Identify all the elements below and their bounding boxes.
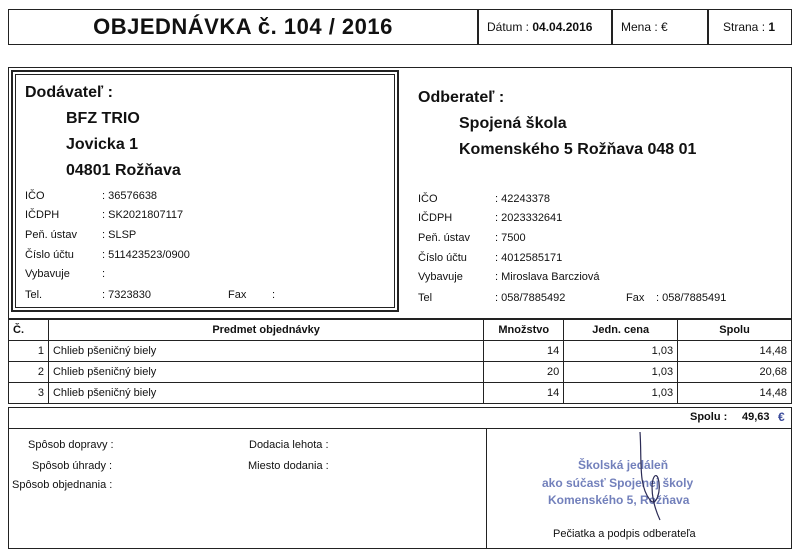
sum-value: 49,63 — [742, 411, 770, 423]
delivery-place-label: Miesto dodania : — [248, 460, 329, 472]
row-unit-price: 1,03 — [564, 341, 678, 362]
table-row — [9, 383, 792, 404]
customer-icdph-value: : 2023332641 — [495, 212, 563, 224]
supplier-account-label: Číslo účtu — [25, 249, 74, 261]
supplier-street: Jovicka 1 — [66, 136, 139, 153]
transport-label: Spôsob dopravy : — [28, 439, 114, 451]
supplier-ico-value: : 36576638 — [102, 190, 158, 202]
table-row — [9, 362, 792, 383]
row-unit-price: 1,03 — [564, 362, 678, 383]
customer-ico-value: : 42243378 — [495, 193, 551, 205]
footer-divider — [486, 429, 487, 549]
supplier-fax-label: Fax — [228, 289, 247, 301]
page-label: Strana : — [723, 20, 766, 34]
col-header-total: Spolu — [678, 320, 792, 341]
col-header-no: Č. — [9, 320, 49, 341]
row-qty: 14 — [484, 341, 564, 362]
sum-row — [8, 407, 792, 429]
customer-handler-value: : Miroslava Barcziová — [495, 271, 600, 283]
supplier-account-value: : 511423523/0900 — [102, 249, 190, 261]
customer-address: Komenského 5 Rožňava 048 01 — [459, 141, 697, 158]
signature-label: Pečiatka a podpis odberateľa — [553, 528, 696, 540]
customer-fax-value: : 058/7885491 — [656, 292, 727, 304]
customer-account-label: Číslo účtu — [418, 252, 467, 264]
currency-value: € — [661, 20, 668, 34]
row-unit-price: 1,03 — [564, 383, 678, 404]
row-qty: 14 — [484, 383, 564, 404]
customer-bank-value: : 7500 — [495, 232, 526, 244]
supplier-handler-value: : — [102, 268, 106, 280]
items-table — [8, 319, 792, 404]
payment-label: Spôsob úhrady : — [32, 460, 113, 472]
customer-fax-label: Fax — [626, 292, 645, 304]
supplier-bank-label: Peň. ústav — [25, 229, 77, 241]
supplier-ico-label: IČO — [25, 190, 45, 202]
customer-ico-label: IČO — [418, 193, 438, 205]
col-header-qty: Množstvo — [484, 320, 564, 341]
customer-tel-label: Tel — [418, 292, 433, 304]
order-method-label: Spôsob objednania : — [12, 479, 113, 491]
date-value: 04.04.2016 — [532, 20, 593, 34]
row-no: 1 — [9, 341, 49, 362]
currency-cell — [612, 9, 708, 45]
supplier-fax-value: : — [272, 289, 276, 301]
stamp-line-2: ako súčasť Spojenej školy — [542, 476, 694, 490]
row-item: Chlieb pšeničný biely — [48, 383, 483, 404]
delivery-term-label: Dodacia lehota : — [249, 439, 329, 451]
sum-label: Spolu : — [690, 411, 728, 423]
customer-name: Spojená škola — [459, 115, 567, 132]
row-no: 2 — [9, 362, 49, 383]
row-total: 14,48 — [678, 341, 792, 362]
supplier-handler-label: Vybavuje — [25, 268, 70, 280]
supplier-icdph-value: : SK2021807117 — [102, 209, 184, 221]
supplier-tel-value: : 7323830 — [102, 289, 151, 301]
supplier-heading: Dodávateľ : — [25, 84, 113, 101]
supplier-bank-value: : SLSP — [102, 229, 137, 241]
supplier-tel-label: Tel. — [25, 289, 43, 301]
customer-tel-value: : 058/7885492 — [495, 292, 566, 304]
row-qty: 20 — [484, 362, 564, 383]
table-row — [9, 341, 792, 362]
customer-heading: Odberateľ : — [418, 89, 505, 106]
row-no: 3 — [9, 383, 49, 404]
supplier-icdph-label: IČDPH — [25, 209, 60, 221]
stamp-line-3: Komenského 5, Rožňava — [548, 493, 690, 507]
row-total: 20,68 — [678, 362, 792, 383]
customer-handler-label: Vybavuje — [418, 271, 463, 283]
table-header-row — [9, 320, 792, 341]
row-item: Chlieb pšeničný biely — [48, 362, 483, 383]
supplier-name: BFZ TRIO — [66, 110, 140, 127]
row-total: 14,48 — [678, 383, 792, 404]
customer-bank-label: Peň. ústav — [418, 232, 470, 244]
col-header-item: Predmet objednávky — [48, 320, 483, 341]
currency-label: Mena : — [621, 20, 658, 34]
row-item: Chlieb pšeničný biely — [48, 341, 483, 362]
col-header-unit-price: Jedn. cena — [564, 320, 678, 341]
stamp-line-1: Školská jedáleň — [578, 458, 669, 472]
date-label: Dátum : — [487, 20, 530, 34]
signature-mark — [600, 430, 710, 530]
supplier-city: 04801 Rožňava — [66, 162, 181, 179]
date-cell — [478, 9, 612, 45]
customer-account-value: : 4012585171 — [495, 252, 563, 264]
order-title: OBJEDNÁVKA č. 104 / 2016 — [8, 9, 478, 45]
customer-icdph-label: IČDPH — [418, 212, 453, 224]
page-cell — [708, 9, 792, 45]
sum-currency: € — [778, 410, 785, 424]
page-value: 1 — [768, 20, 776, 34]
